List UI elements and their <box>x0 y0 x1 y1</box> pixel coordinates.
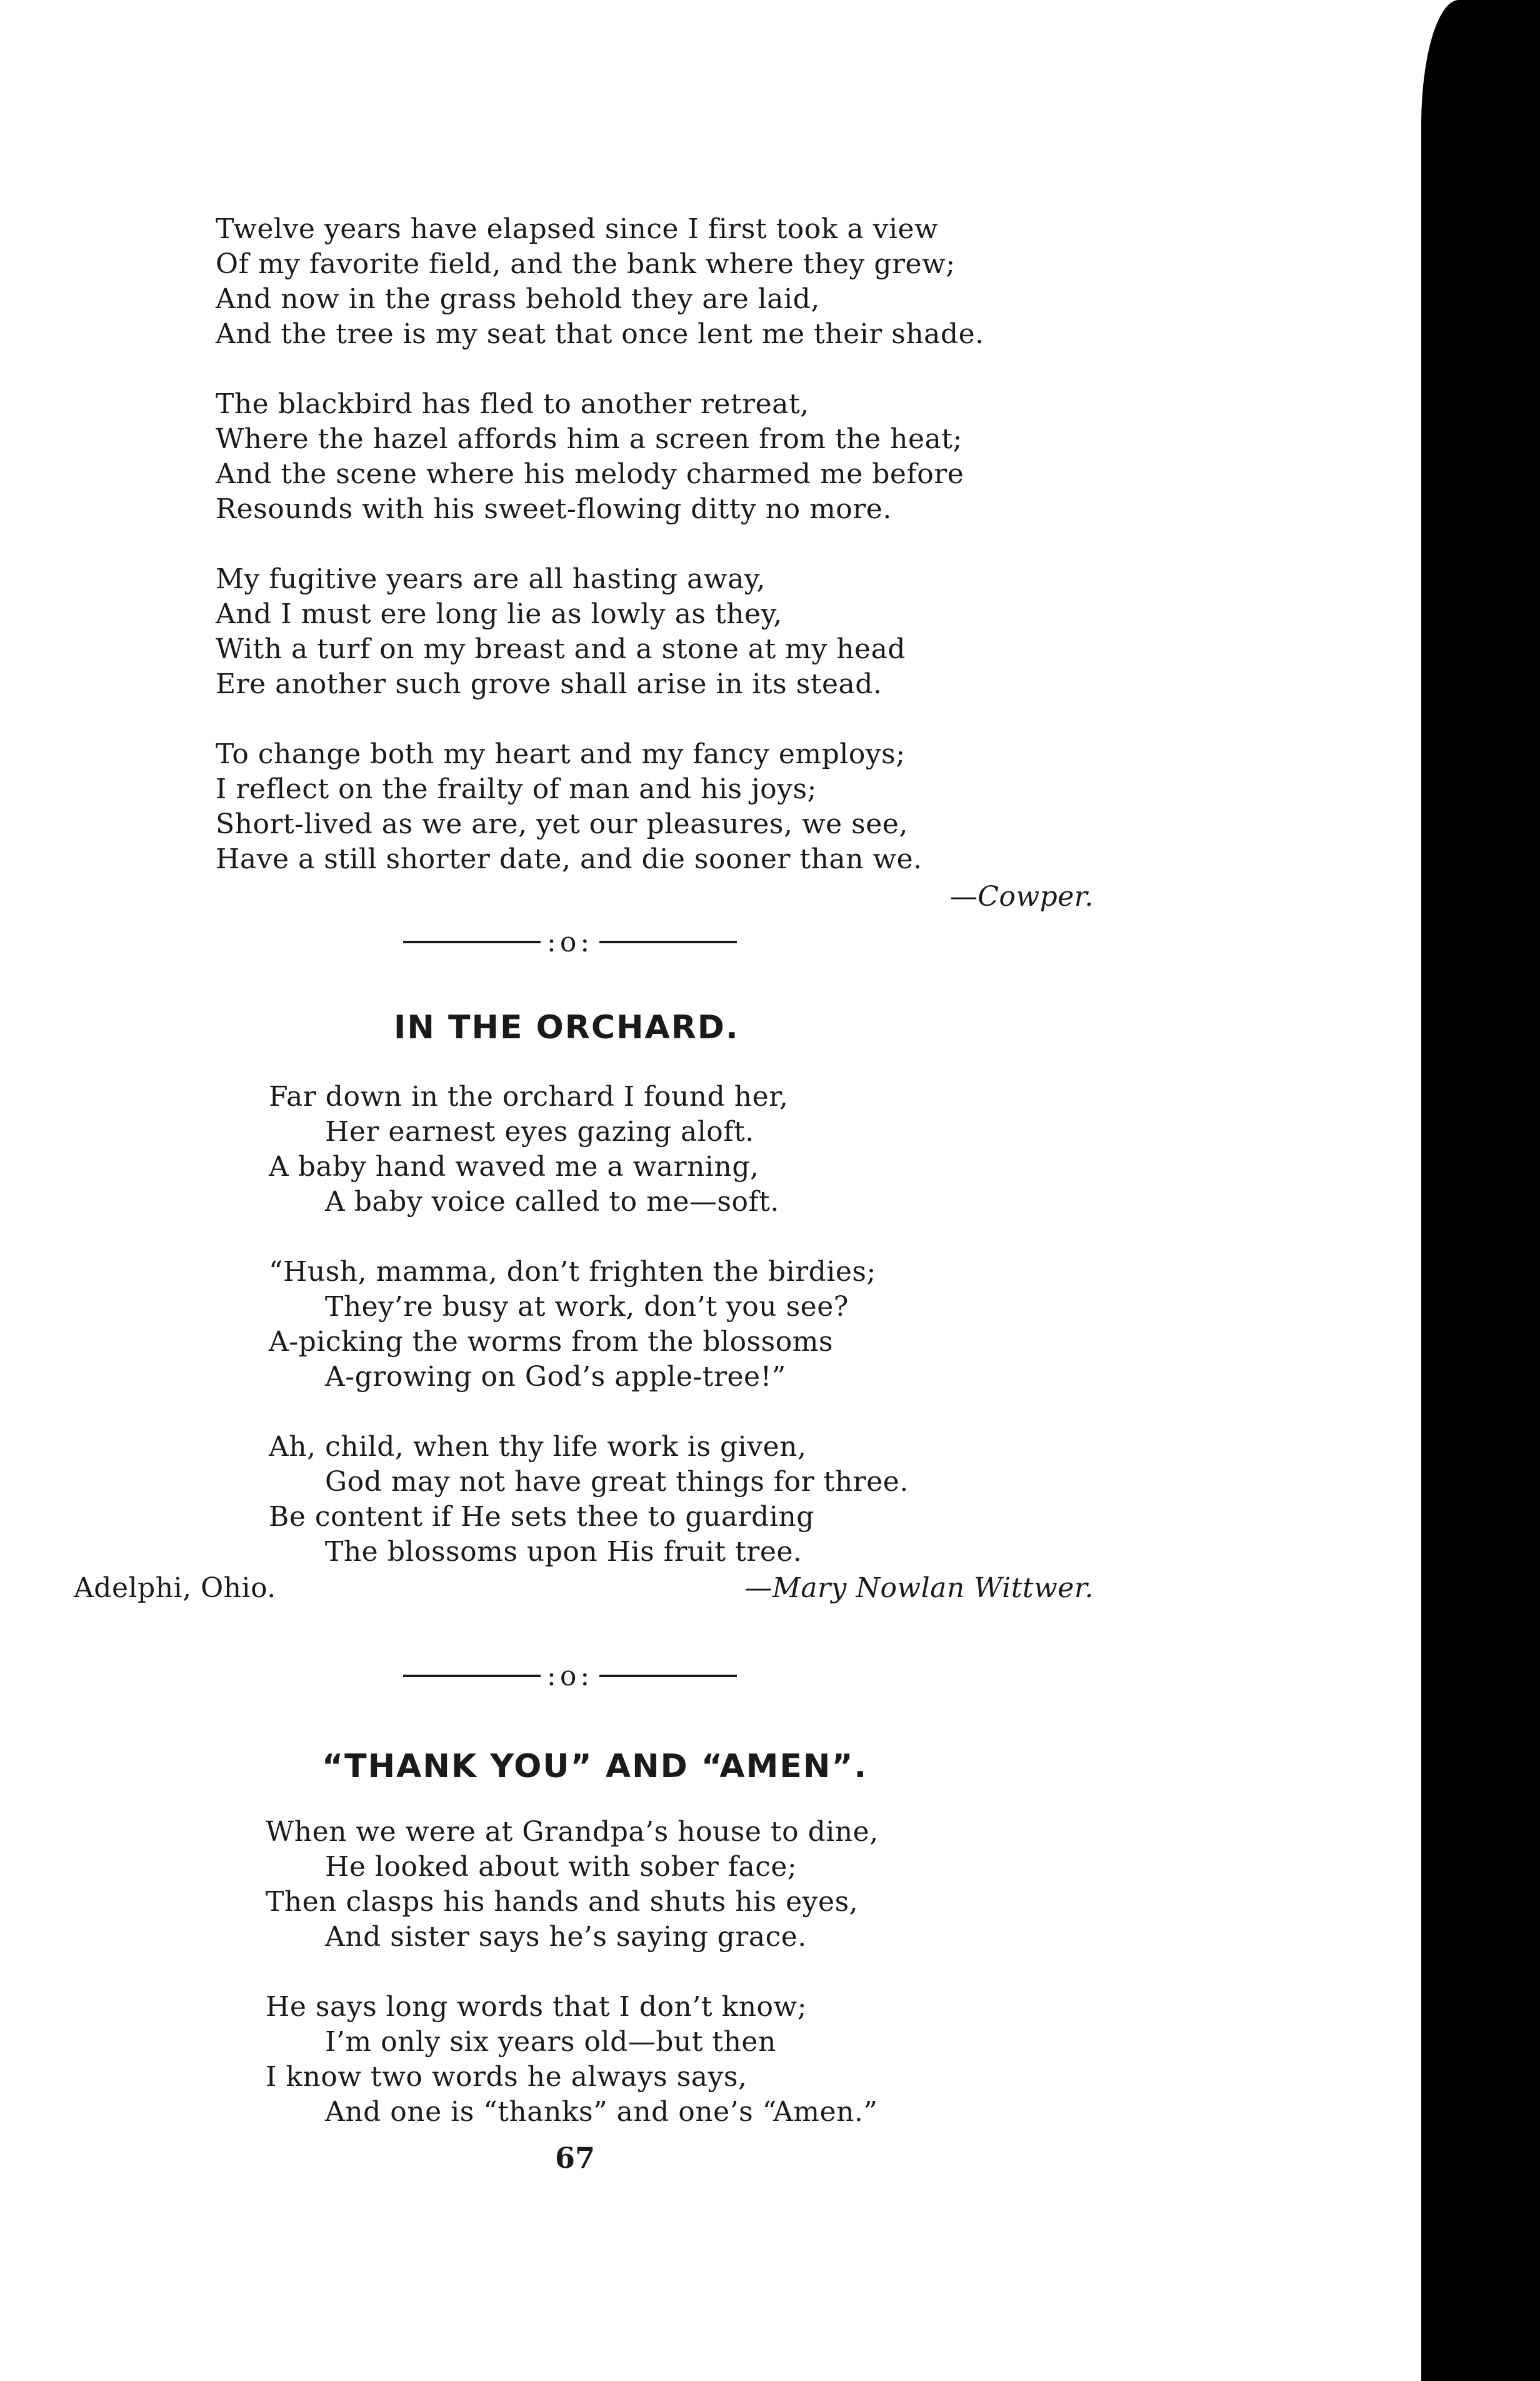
poem-line: I’m only six years old—but then <box>325 2026 776 2058</box>
poem-line: And one is “thanks” and one’s “Amen.” <box>325 2096 878 2128</box>
poem-line: He says long words that I don’t know; <box>266 1991 808 2023</box>
poem-line: A-growing on God’s apple-tree!” <box>325 1361 786 1393</box>
poem-line: God may not have great things for three. <box>325 1466 909 1498</box>
poem-line: Have a still shorter date, and die sooner than we. <box>216 843 922 875</box>
place-line: Adelphi, Ohio. <box>74 1572 276 1604</box>
poem-line: The blossoms upon His fruit tree. <box>325 1536 802 1568</box>
separator-rule <box>599 1675 737 1677</box>
page-edge-shadow <box>1421 0 1540 2381</box>
poem-line: With a turf on my breast and a stone at my head <box>216 633 906 665</box>
poem-line: Resounds with his sweet-flowing ditty no more. <box>216 493 892 525</box>
poem-line: Of my favorite field, and the bank where they grew; <box>216 248 956 280</box>
poem-line: And the scene where his melody charmed me before <box>216 458 964 490</box>
poem-line: He looked about with sober face; <box>325 1851 798 1883</box>
poem-line: My fugitive years are all hasting away, <box>216 563 766 595</box>
poem-line: Where the hazel affords him a screen from the heat; <box>216 423 962 455</box>
poem-line: A-picking the worms from the blossoms <box>269 1326 834 1358</box>
attribution-wittwer: —Mary Nowlan Wittwer. <box>744 1572 1094 1604</box>
attribution-cowper: —Cowper. <box>949 881 1094 913</box>
poem-line: To change both my heart and my fancy employs; <box>216 738 906 770</box>
section-separator <box>403 925 737 959</box>
poem-line: A baby hand waved me a warning, <box>269 1151 759 1183</box>
poem-line: “Hush, mamma, don’t frighten the birdies; <box>269 1256 876 1288</box>
poem-line: And I must ere long lie as lowly as they, <box>216 598 782 630</box>
separator-mark: :o: <box>547 1660 594 1692</box>
poem-line: I know two words he always says, <box>266 2061 748 2093</box>
poem-line: Then clasps his hands and shuts his eyes, <box>266 1886 859 1918</box>
poem-line: Short-lived as we are, yet our pleasures, we see, <box>216 808 908 840</box>
separator-mark: :o: <box>547 926 594 958</box>
poem-line: Far down in the orchard I found her, <box>269 1081 789 1113</box>
poem-line: The blackbird has fled to another retreat, <box>216 388 809 420</box>
poem-line: Her earnest eyes gazing aloft. <box>325 1116 754 1148</box>
separator-rule <box>403 941 541 943</box>
poem-title: IN THE ORCHARD. <box>394 1009 739 1046</box>
poem-line: Ere another such grove shall arise in its stead. <box>216 668 882 700</box>
poem-line: When we were at Grandpa’s house to dine, <box>266 1816 879 1848</box>
poem-line: Twelve years have elapsed since I first took a view <box>216 213 939 245</box>
poem-line: I reflect on the frailty of man and his joys; <box>216 773 817 805</box>
poem-line: A baby voice called to me—soft. <box>325 1186 779 1218</box>
poem-line: And sister says he’s saying grace. <box>325 1921 807 1953</box>
poem-line: Be content if He sets thee to guarding <box>269 1501 814 1533</box>
poem-line: And the tree is my seat that once lent me their shade. <box>216 318 984 350</box>
poem-title: “THANK YOU” AND “AMEN”. <box>322 1748 868 1785</box>
page-number: 67 <box>554 2141 595 2175</box>
section-separator <box>403 1659 737 1693</box>
poem-line: And now in the grass behold they are laid, <box>216 283 820 315</box>
separator-rule <box>599 941 737 943</box>
poem-line: Ah, child, when thy life work is given, <box>269 1431 807 1463</box>
separator-rule <box>403 1675 541 1677</box>
poem-line: They’re busy at work, don’t you see? <box>325 1291 849 1323</box>
